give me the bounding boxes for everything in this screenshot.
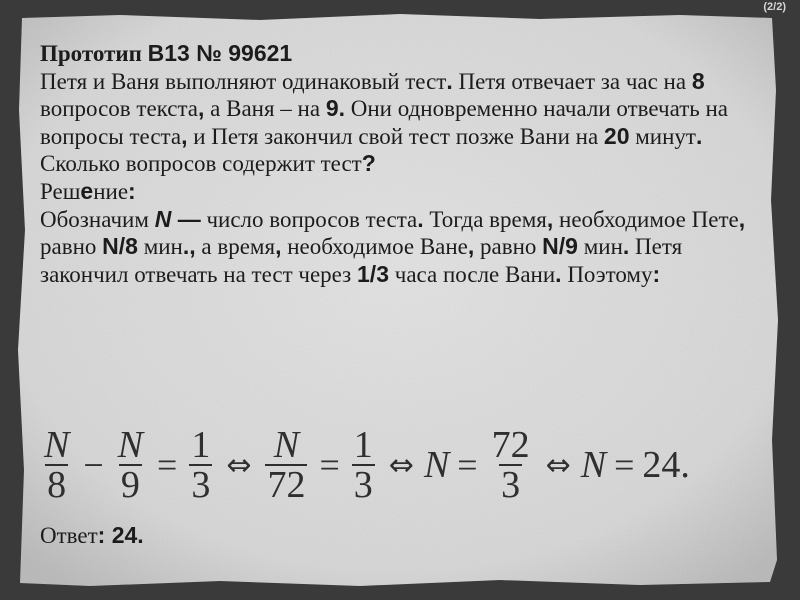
- frac-numerator: N: [273, 424, 300, 466]
- solution-t5: равно: [40, 234, 103, 260]
- solution-t3: Тогда время: [423, 206, 547, 232]
- problem-q: ?: [361, 150, 376, 177]
- solution-p3: .: [555, 260, 562, 287]
- problem-t7: минут: [629, 123, 696, 149]
- problem-n9: 9.: [325, 95, 346, 122]
- frac-denominator: 72: [267, 464, 306, 506]
- solution-label-c: ние: [93, 178, 129, 204]
- fraction-1-over-3: [185, 426, 216, 504]
- solution-c3: ,: [275, 233, 282, 260]
- solution-e2: .,: [182, 233, 196, 260]
- solution-p1: .: [417, 205, 424, 232]
- problem-t6: и Петя закончил свой тест позже Вани на: [187, 123, 604, 149]
- variable-n: N: [580, 444, 607, 486]
- frac-denominator: 9: [120, 464, 140, 506]
- solution-t6: мин: [137, 234, 183, 260]
- answer-value: 24.: [105, 522, 144, 548]
- solution-heading: [40, 178, 770, 206]
- equals-sign: =: [319, 445, 340, 485]
- heading-prefix: Прототип: [40, 41, 148, 66]
- fraction-n-over-8: [38, 426, 75, 504]
- solution-e1: N/8: [102, 233, 138, 260]
- frac-numerator: N: [117, 424, 144, 466]
- solution-e3: N/9: [542, 233, 578, 260]
- solution-label-colon: :: [128, 177, 136, 204]
- solution-label-b: е: [80, 177, 94, 204]
- problem-t8: Сколько вопросов содержит тест: [40, 151, 362, 177]
- equivalence-arrow-icon: ⇔: [226, 447, 252, 483]
- frac-denominator: 8: [47, 464, 67, 506]
- solution-t1: Обозначим: [40, 206, 155, 232]
- solution-colon: :: [652, 260, 661, 287]
- solution-var: N: [154, 205, 172, 232]
- solution-t8: необходимое Ване: [281, 234, 468, 260]
- problem-p1: .: [446, 67, 453, 94]
- solution-t2: число вопросов теста: [200, 206, 418, 232]
- problem-n20: 20: [603, 122, 630, 149]
- solution-dash: —: [171, 205, 201, 232]
- problem-id: B13 № 99621: [147, 40, 293, 66]
- problem-t4: а Ваня – на: [204, 96, 326, 122]
- problem-t5: Они одновременно начали отвечать на вопросы теста: [40, 96, 728, 149]
- answer-colon: :: [97, 522, 106, 548]
- solution-p2: .: [622, 233, 630, 260]
- solution-t4: необходимое Пете: [553, 206, 739, 232]
- solution-c1: ,: [546, 205, 554, 232]
- equals-sign: =: [157, 445, 178, 485]
- slide-number: (2/2): [763, 1, 786, 13]
- solution-c2: ,: [738, 205, 746, 232]
- equivalence-arrow-icon: ⇔: [388, 447, 414, 483]
- solution-text: [40, 206, 770, 289]
- problem-t3: вопросов текста: [40, 96, 199, 122]
- problem-p2: .: [695, 122, 703, 149]
- frac-numerator: N: [44, 424, 70, 466]
- fraction-72-over-3: [486, 426, 536, 504]
- equals-sign: =: [457, 445, 478, 485]
- frac-numerator: 1: [353, 424, 373, 466]
- frac-denominator: 3: [501, 464, 521, 506]
- fraction-1-over-3: [348, 426, 379, 504]
- solution-t9: равно: [474, 234, 543, 260]
- problem-c2: ,: [181, 122, 188, 149]
- frac-denominator: 3: [353, 464, 373, 506]
- equals-sign: =: [614, 445, 635, 485]
- minus-sign: −: [83, 445, 104, 485]
- formula: [38, 420, 768, 510]
- variable-n: N: [423, 444, 450, 486]
- problem-t2: Петя отвечает за час на: [452, 68, 692, 94]
- solution-c4: ,: [467, 233, 475, 260]
- answer-line: [40, 522, 144, 549]
- problem-n8: 8: [691, 67, 705, 94]
- solution-t13: Поэтому: [561, 261, 653, 287]
- problem-heading: [40, 40, 770, 68]
- formula-result: 24.: [642, 444, 690, 486]
- solution-t7: а время: [195, 234, 276, 260]
- frac-denominator: 3: [191, 464, 211, 506]
- answer-label: Ответ: [40, 523, 98, 548]
- text-block: [40, 40, 770, 288]
- frac-numerator: 72: [491, 424, 530, 466]
- solution-t12: часа после Вани: [389, 261, 556, 287]
- fraction-n-over-72: [261, 426, 311, 504]
- solution-t10: мин: [577, 234, 623, 260]
- equivalence-arrow-icon: ⇔: [545, 447, 571, 483]
- solution-t11: Петя закончил отвечать на тест через: [40, 234, 683, 287]
- solution-label-a: Реш: [40, 178, 81, 204]
- fraction-n-over-9: [112, 426, 149, 504]
- frac-numerator: 1: [191, 424, 211, 466]
- problem-t1: Петя и Ваня выполняют одинаковый тест: [40, 68, 447, 94]
- solution-e4: 1/3: [357, 260, 389, 287]
- problem-c1: ,: [198, 95, 205, 122]
- problem-text: [40, 68, 770, 178]
